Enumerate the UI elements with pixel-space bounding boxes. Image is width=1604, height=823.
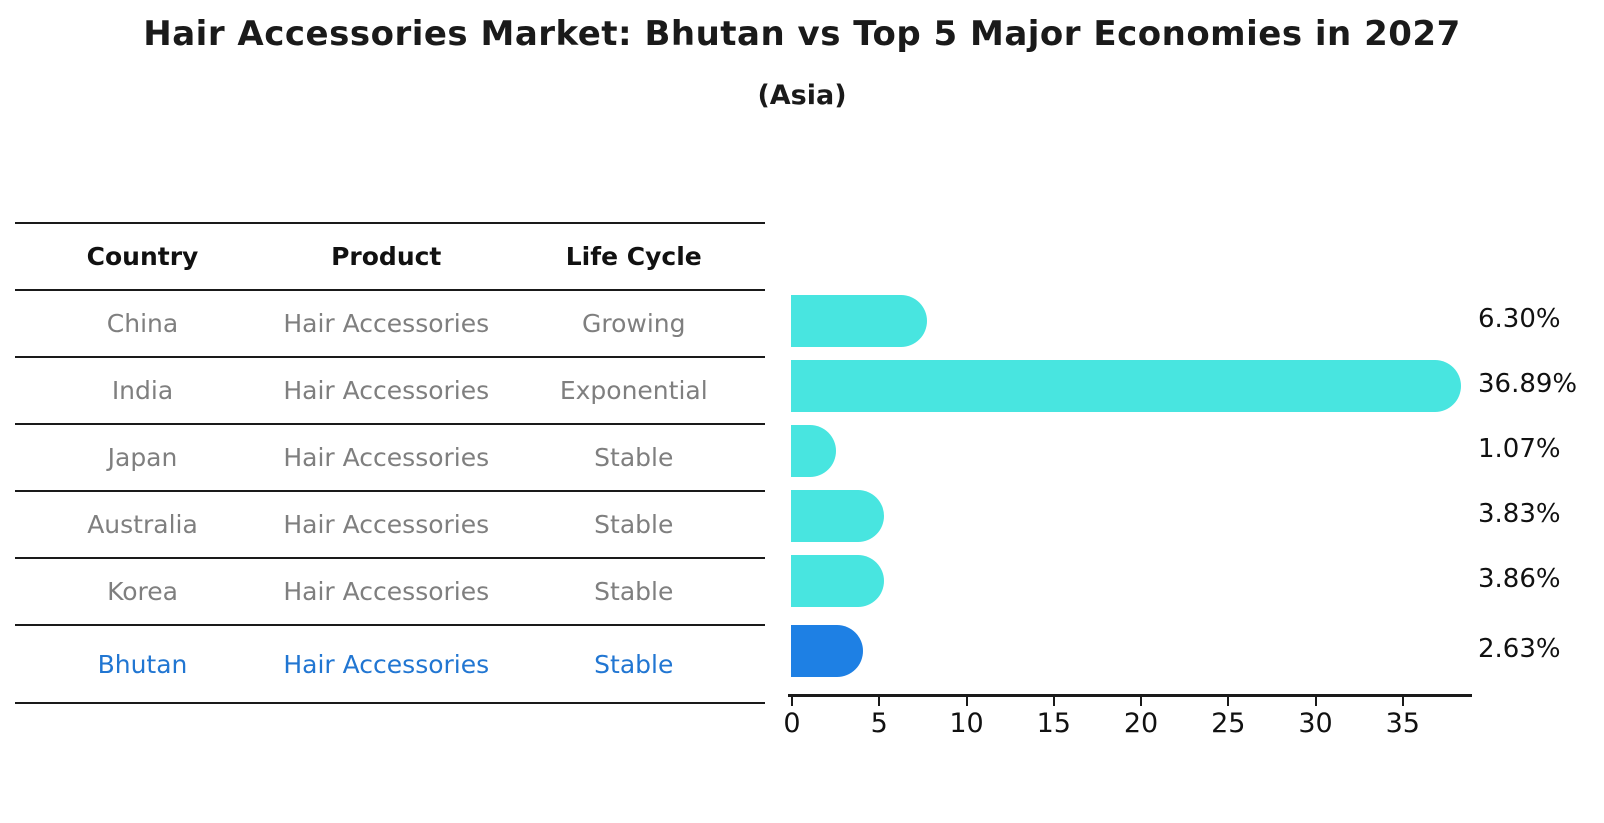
cell-country: China (106, 309, 179, 338)
cell-product: Hair Accessories (283, 309, 490, 338)
x-axis-tick-label: 25 (1211, 708, 1246, 739)
bar-value-label: 1.07% (1478, 434, 1561, 464)
cell-product: Hair Accessories (283, 510, 490, 539)
table-header-row (15, 224, 765, 291)
bar-india (791, 360, 1461, 412)
cell-country: Australia (87, 510, 198, 539)
table-row (15, 626, 765, 704)
cell-country: Bhutan (97, 649, 188, 679)
chart-title: Hair Accessories Market: Bhutan vs Top 5 Major Economies in 2027 (143, 14, 1461, 54)
bar-value-label: 3.86% (1478, 564, 1561, 594)
x-axis-tick (1140, 694, 1142, 706)
cell-product: Hair Accessories (283, 376, 490, 405)
cell-product: Hair Accessories (283, 577, 490, 606)
cell-country: Korea (107, 577, 178, 606)
column-header-country: Country (86, 242, 199, 271)
cell-life-cycle: Exponential (559, 376, 708, 405)
x-axis-tick (1315, 694, 1317, 706)
x-axis-line (788, 694, 1472, 697)
bar-korea (791, 555, 884, 607)
x-axis-tick-label: 30 (1298, 708, 1333, 739)
cell-life-cycle: Stable (594, 510, 674, 539)
x-axis-tick (966, 694, 968, 706)
cell-life-cycle: Stable (594, 649, 674, 679)
bar-value-label: 2.63% (1478, 634, 1561, 664)
bar-value-label: 36.89% (1478, 369, 1578, 399)
table-row (15, 492, 765, 559)
bar-japan (791, 425, 836, 477)
column-header-life-cycle: Life Cycle (565, 242, 702, 271)
x-axis-tick-label: 35 (1385, 708, 1420, 739)
cell-product: Hair Accessories (283, 649, 490, 679)
x-axis-tick-label: 10 (949, 708, 984, 739)
table-row (15, 559, 765, 626)
x-axis-tick (1402, 694, 1404, 706)
bar-value-label: 3.83% (1478, 499, 1561, 529)
x-axis-tick (791, 694, 793, 706)
bar-china (791, 295, 927, 347)
bar-value-label: 6.30% (1478, 304, 1561, 334)
data-table (15, 222, 765, 704)
x-axis-tick (1227, 694, 1229, 706)
cell-country: India (111, 376, 174, 405)
cell-product: Hair Accessories (283, 443, 490, 472)
x-axis-tick-label: 20 (1123, 708, 1159, 739)
cell-life-cycle: Growing (581, 309, 686, 338)
x-axis-tick-label: 15 (1036, 708, 1071, 739)
table-row (15, 291, 765, 358)
cell-life-cycle: Stable (594, 577, 674, 606)
table-row (15, 425, 765, 492)
table-body (15, 291, 765, 704)
x-axis-tick-label: 5 (870, 708, 888, 739)
bar-australia (791, 490, 884, 542)
x-axis-tick (878, 694, 880, 706)
chart-subtitle: (Asia) (757, 80, 847, 111)
column-header-product: Product (331, 242, 442, 271)
cell-life-cycle: Stable (594, 443, 674, 472)
x-axis-tick-label: 0 (783, 708, 801, 739)
bar-bhutan (791, 625, 863, 677)
cell-country: Japan (107, 443, 178, 472)
table-row (15, 358, 765, 425)
x-axis-tick (1053, 694, 1055, 706)
